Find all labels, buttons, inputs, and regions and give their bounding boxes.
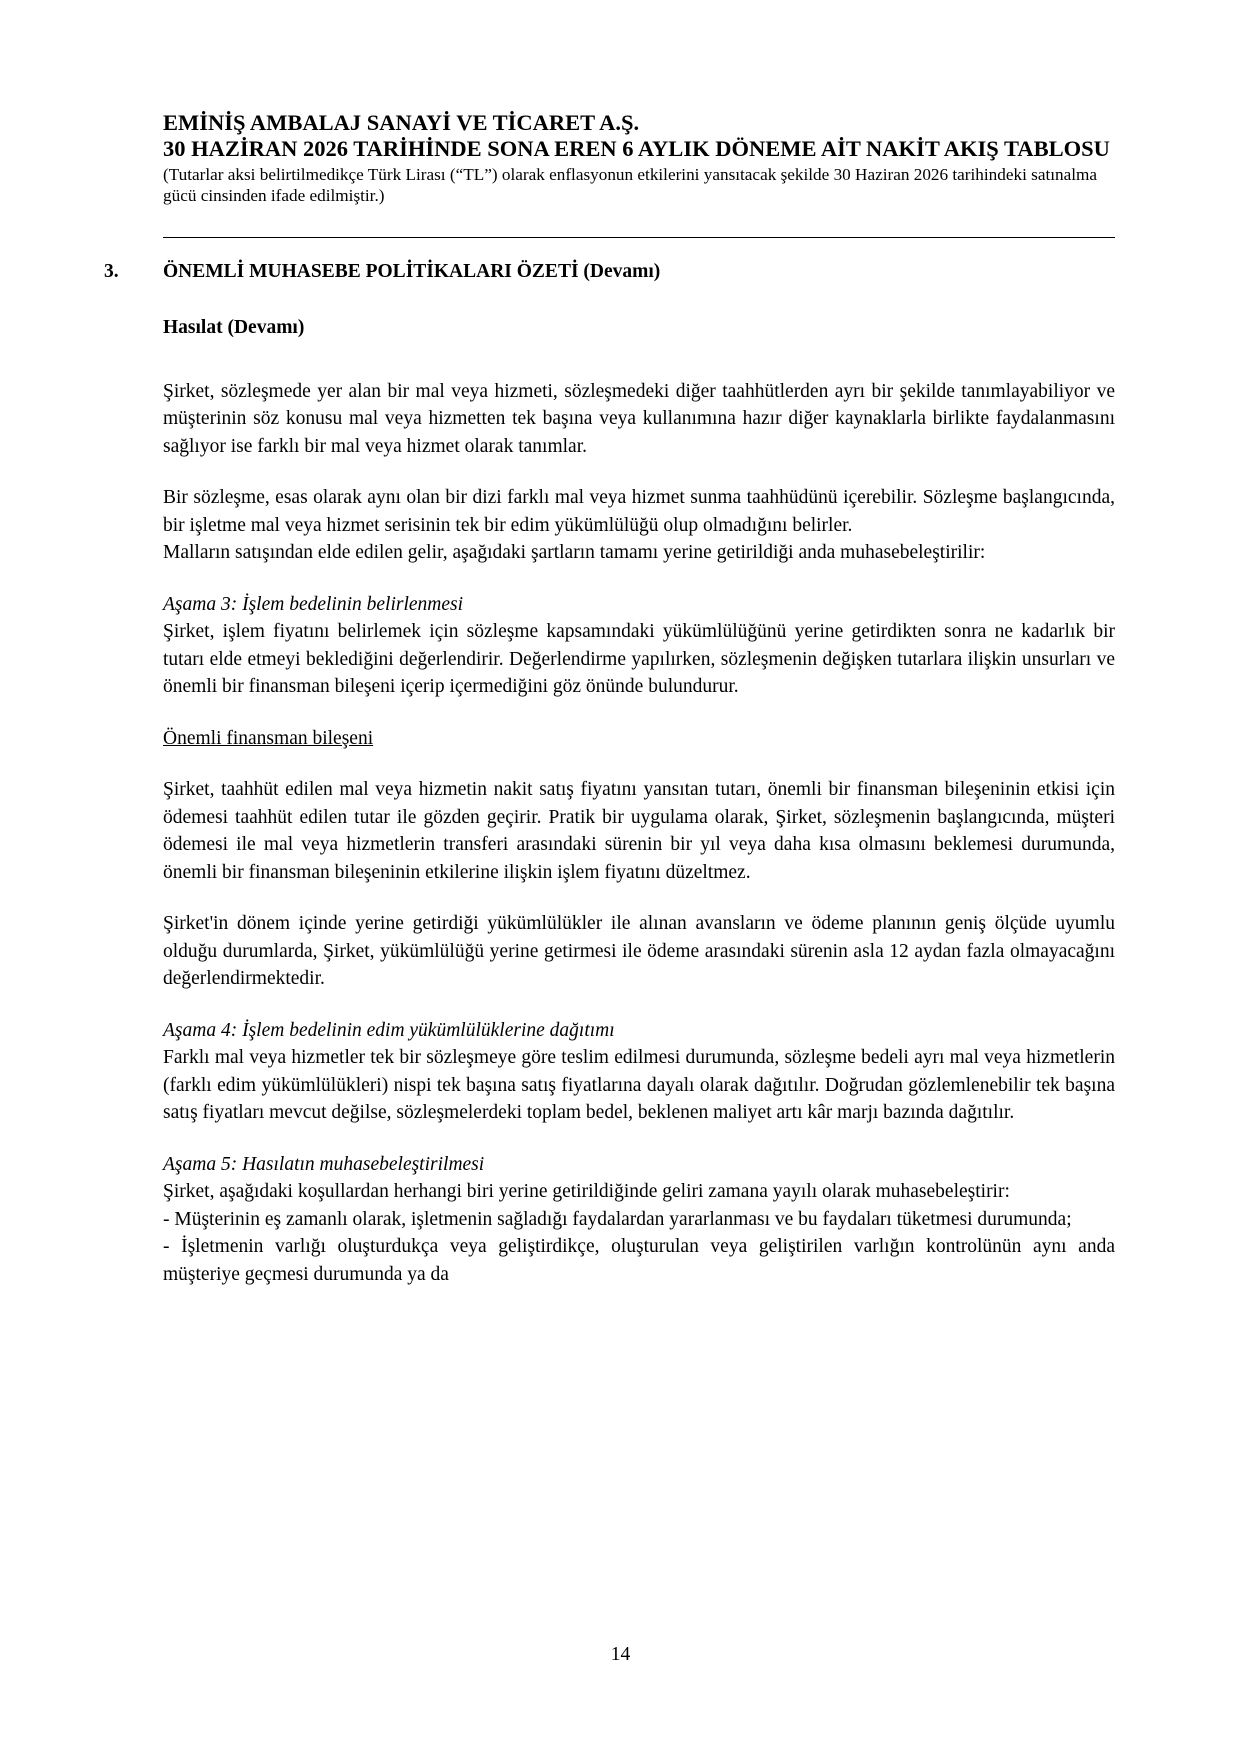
finance-component-title: Önemli finansman bileşeni [163, 727, 374, 749]
section-number: 3. [104, 261, 119, 282]
paragraph-distinct-goods: Şirket, sözleşmede yer alan bir mal veya hizmeti, sözleşmedeki diğer taahhütlerden ayrı bir şekilde tanımlayabiliyor ve müşterinin söz konusu mal veya hizmetten tek başına veya kullanımına hazır diğer kaynaklarla birlikte faydalanmasını sağlıyor ise farklı bir mal veya hizmet olarak tanımlar. [163, 380, 1115, 457]
stage5-item-2: - İşletmenin varlığı oluşturdukça veya geliştirdikçe, oluşturulan veya geliştirilen varlığın kontrolünün aynı anda müşteriye geçmesi durumunda ya da [163, 1236, 1115, 1285]
section-title: ÖNEMLİ MUHASEBE POLİTİKALARI ÖZETİ (Devamı) [163, 261, 661, 282]
stage5-intro: Şirket, aşağıdaki koşullardan herhangi biri yerine getirildiğinde geliri zamana yayılı olarak muhasebeleştirir: [163, 1181, 1010, 1202]
stage5-title: Aşama 5: Hasılatın muhasebeleştirilmesi [163, 1153, 485, 1175]
finance-paragraph-1: Şirket, taahhüt edilen mal veya hizmetin nakit satış fiyatını yansıtan tutarı, önemli bir finansman bileşeninin etkisi için ödemesi taahhüt edilen tutar ile gözden geçirir. Pratik bir uygulama olarak, Şirket, sözleşmenin başlangıcında, müşteri ödemesi ile mal veya hizmetlerin transferi arasındaki sürenin bir yıl veya daha kısa olmasını beklemesi durumunda, önemli bir finansman bileşeninin etkilerine ilişkin işlem fiyatını düzeltmez. [163, 779, 1115, 883]
page-number: 14 [610, 1644, 631, 1665]
stage5-item-1: - Müşterinin eş zamanlı olarak, işletmenin sağladığı faydalardan yararlanması ve bu faydaları tüketmesi durumunda; [163, 1208, 1072, 1230]
body-content [163, 314, 1115, 1288]
header-divider [163, 237, 1115, 238]
page-header [163, 110, 1115, 206]
stage3-title: Aşama 3: İşlem bedelinin belirlenmesi [163, 593, 464, 615]
currency-note: (Tutarlar aksi belirtilmedikçe Türk Lirası (“TL”) olarak enflasyonun etkilerini yansıtacak şekilde 30 Haziran 2026 tarihindeki satınalma gücü cinsinden ifade edilmiştir.) [163, 165, 1098, 205]
stage4-text: Farklı mal veya hizmetler tek bir sözleşmeye göre teslim edilmesi durumunda, sözleşme bedeli ayrı mal veya hizmetlerin (farklı edim yükümlülükleri) nispi tek başına satış fiyatlarına dayalı olarak dağıtılır. Doğrudan gözlemlenebilir tek başına satış fiyatları mevcut değilse, sözleşmelerdeki toplam bedel, beklenen maliyet artı kâr marjı bazında dağıtılır. [163, 1047, 1115, 1123]
stage4-title: Aşama 4: İşlem bedelinin edim yükümlülüklerine dağıtımı [163, 1019, 615, 1041]
section-heading [104, 259, 660, 285]
subheading-hasilat: Hasılat (Devamı) [163, 317, 305, 338]
statement-title: 30 HAZİRAN 2026 TARİHİNDE SONA EREN 6 AYLIK DÖNEME AİT NAKİT AKIŞ TABLOSU [163, 136, 1110, 161]
stage3-text: Şirket, işlem fiyatını belirlemek için sözleşme kapsamındaki yükümlülüğünü yerine getirdikten sonra ne kadarlık bir tutarı elde etmeyi beklediğini değerlendirir. Değerlendirme yapılırken, sözleşmenin değişken tutarlara ilişkin unsurları ve önemli bir finansman bileşeni içerip içermediğini göz önünde bulundurur. [163, 621, 1115, 697]
company-name: EMİNİŞ AMBALAJ SANAYİ VE TİCARET A.Ş. [163, 110, 640, 135]
finance-paragraph-2: Şirket'in dönem içinde yerine getirdiği yükümlülükler ile alınan avansların ve ödeme planının geniş ölçüde uyumlu olduğu durumlarda, Şirket, yükümlülüğü yerine getirmesi ile ödeme arasındaki sürenin asla 12 aydan fazla olmayacağını değerlendirmektedir. [163, 913, 1115, 989]
paragraph-revenue-conditions: Malların satışından elde edilen gelir, aşağıdaki şartların tamamı yerine getirildiği anda muhasebeleştirilir: [163, 542, 986, 563]
paragraph-series: Bir sözleşme, esas olarak aynı olan bir dizi farklı mal veya hizmet sunma taahhüdünü içerebilir. Sözleşme başlangıcında, bir işletme mal veya hizmet serisinin tek bir edim yükümlülüğü olup olmadığını belirler. [163, 487, 1115, 536]
